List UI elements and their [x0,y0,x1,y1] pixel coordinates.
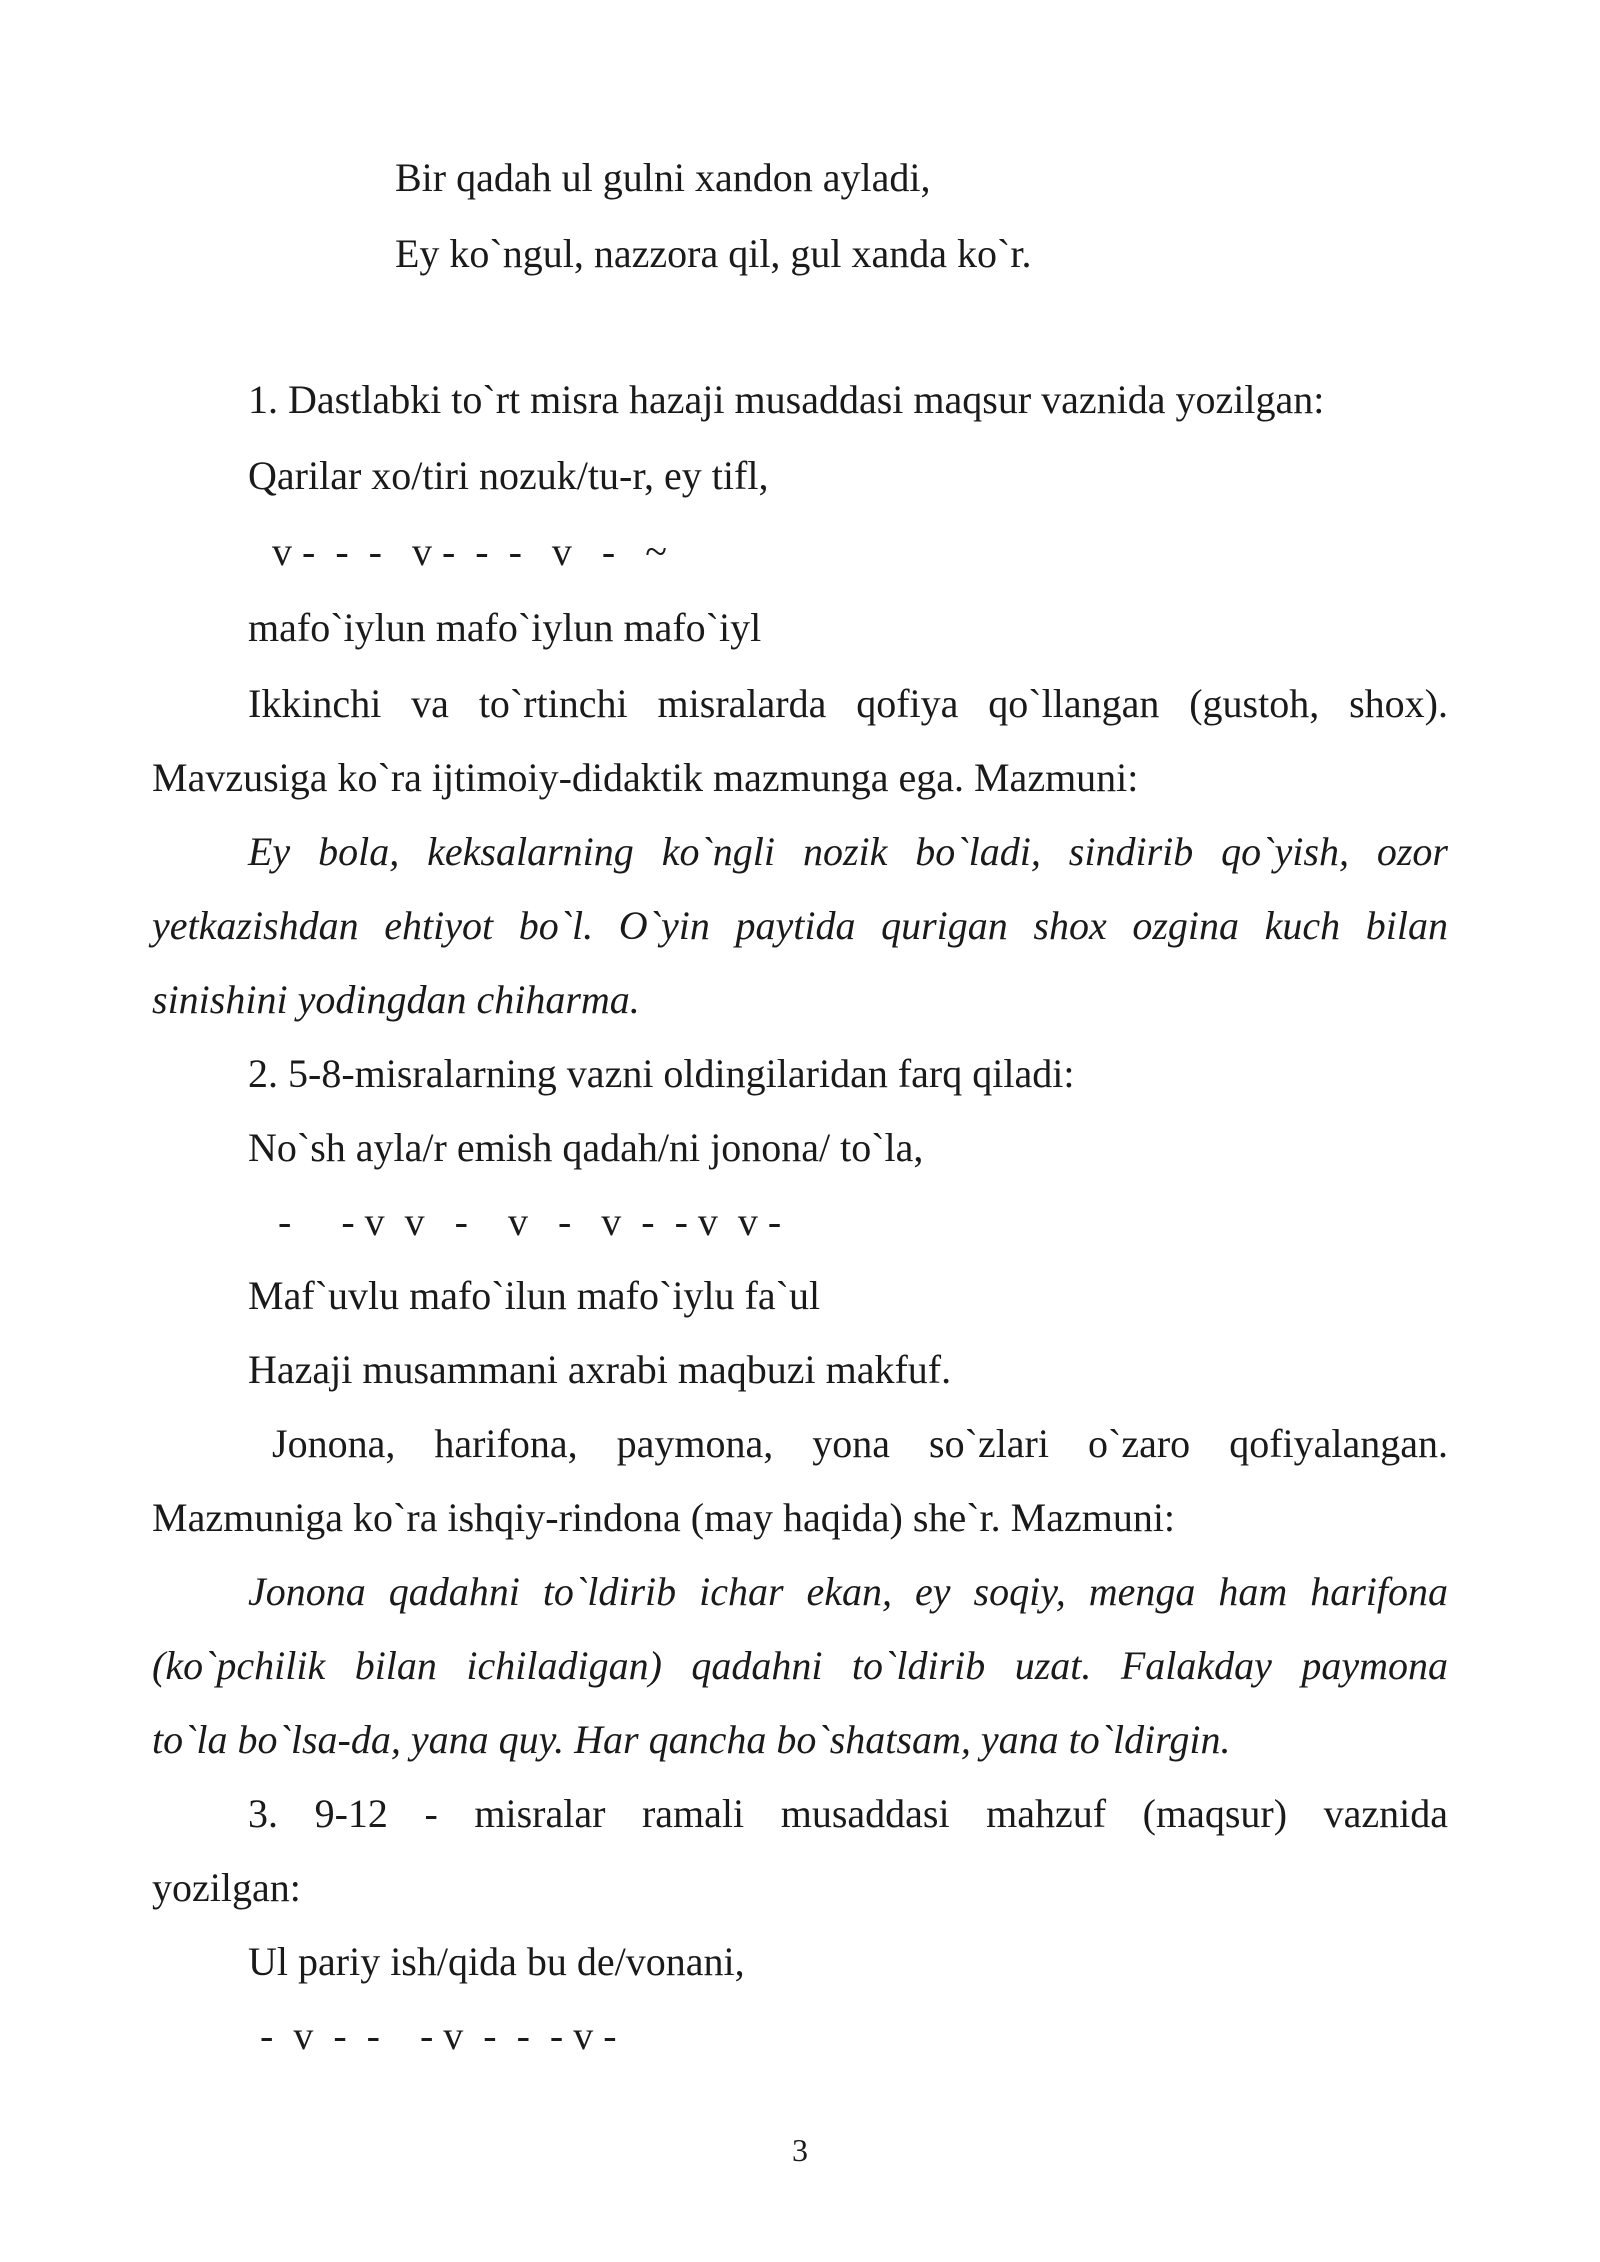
verse-line-quoted: Ul pariy ish/qida bu de/vonani, [248,1939,745,1984]
verse-line-1: Bir qadah ul gulni xandon ayladi, [395,155,931,200]
meaning-line: to`la bo`lsa-da, yana quy. Har qancha bo`shatsam, yana to`ldirgin. [152,1717,1231,1762]
paragraph-line: Ikkinchi va to`rtinchi misralarda qofiya qo`llangan (gustoh, shox). [248,681,1448,726]
metre-scansion: v - - - v - - - v - ~ [272,529,667,574]
meaning-line: yetkazishdan ehtiyot bo`l. O`yin paytida qurigan shox ozgina kuch bilan [152,903,1448,948]
metre-feet: mafo`iylun mafo`iylun mafo`iyl [248,605,762,650]
meaning-line: (ko`pchilik bilan ichiladigan) qadahni to`ldirib uzat. Falakday paymona [152,1643,1448,1688]
meaning-line: sinishini yodingdan chiharma. [152,977,640,1022]
section-1-heading: 1. Dastlabki to`rt misra hazaji musaddasi maqsur vaznida yozilgan: [248,377,1325,422]
metre-scansion: - - v v - v - v - - v v - [278,1199,782,1244]
section-2-heading: 2. 5-8-misralarning vazni oldingilaridan farq qiladi: [248,1051,1075,1096]
metre-scansion: - v - - - v - - - v - [260,2013,617,2058]
paragraph-line: Mavzusiga ko`ra ijtimoiy-didaktik mazmunga ega. Mazmuni: [152,755,1139,800]
verse-line-quoted: Qarilar xo/tiri nozuk/tu-r, ey tifl, [248,453,769,498]
meaning-line: Jonona qadahni to`ldirib ichar ekan, ey soqiy, menga ham harifona [248,1569,1448,1614]
paragraph-line: Mazmuniga ko`ra ishqiy-rindona (may haqida) she`r. Mazmuni: [152,1495,1176,1540]
meaning-line: Ey bola, keksalarning ko`ngli nozik bo`ladi, sindirib qo`yish, ozor [248,829,1448,874]
section-3-heading: 3. 9-12 - misralar ramali musaddasi mahzuf (maqsur) vaznida [248,1791,1448,1836]
section-3-heading-cont: yozilgan: [152,1865,301,1910]
metre-feet: Maf`uvlu mafo`ilun mafo`iylu fa`ul [248,1273,821,1318]
metre-name: Hazaji musammani axrabi maqbuzi makfuf. [248,1347,952,1392]
verse-line-2: Ey ko`ngul, nazzora qil, gul xanda ko`r. [395,231,1032,276]
page-number: 3 [792,2132,808,2168]
verse-line-quoted: No`sh ayla/r emish qadah/ni jonona/ to`la, [248,1125,924,1170]
paragraph-line: Jonona, harifona, paymona, yona so`zlari o`zaro qofiyalangan. [272,1421,1448,1466]
